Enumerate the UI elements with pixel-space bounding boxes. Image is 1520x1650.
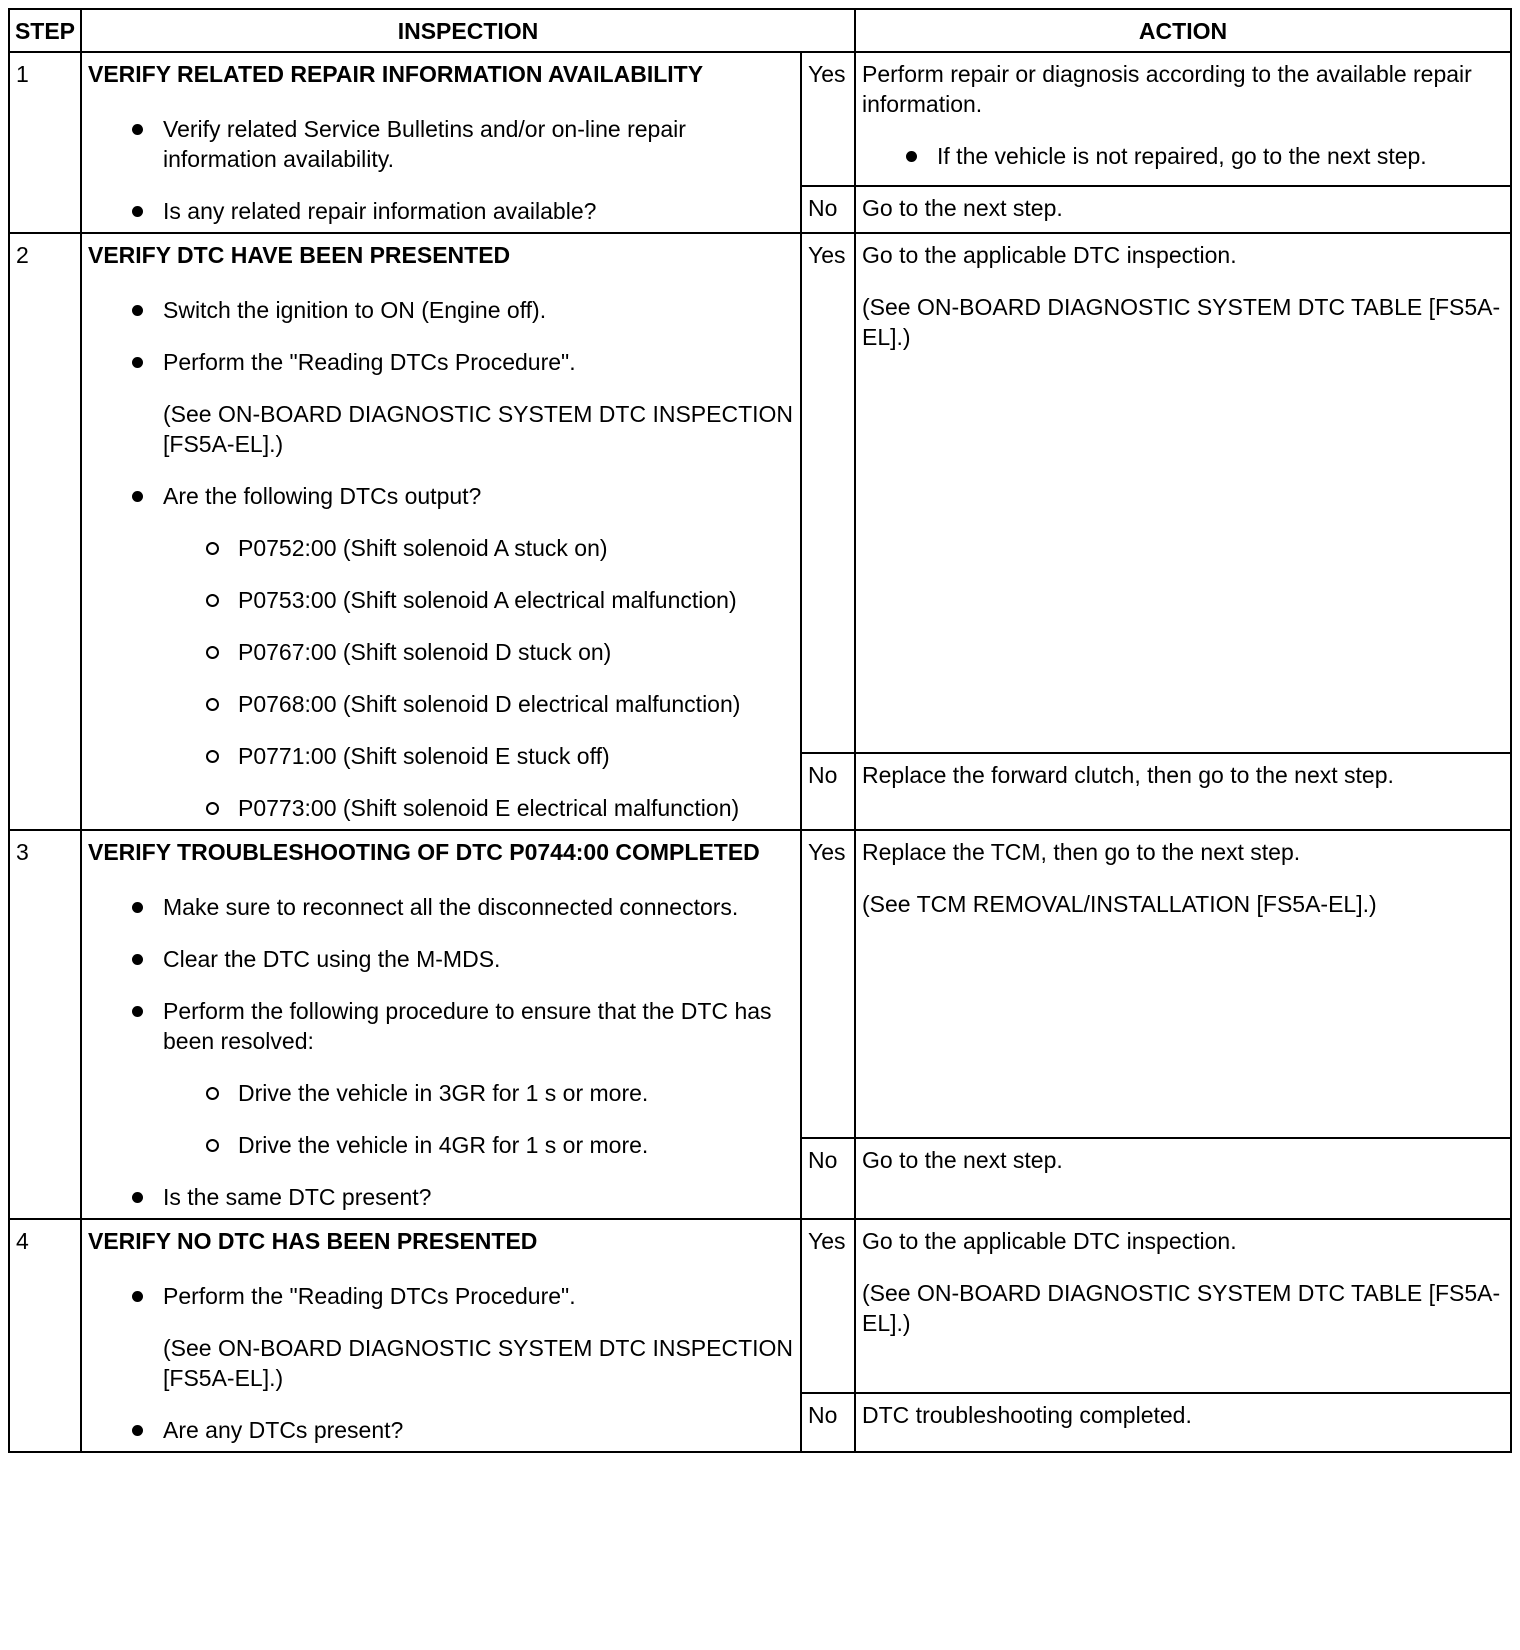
procedure-sub-item: Drive the vehicle in 3GR for 1 s or more. [88, 1078, 794, 1108]
yes-action [855, 1219, 1511, 1393]
step-title: VERIFY RELATED REPAIR INFORMATION AVAILABILITY [88, 61, 704, 87]
inspection-bullet: Perform the following procedure to ensure that the DTC has been resolved: [88, 996, 794, 1056]
no-action: Go to the next step. [855, 1138, 1511, 1219]
yes-label: Yes [801, 233, 855, 753]
inspection-bullet: Clear the DTC using the M-MDS. [88, 944, 794, 974]
yes-action [855, 52, 1511, 186]
no-action: Replace the forward clutch, then go to the next step. [855, 753, 1511, 830]
yes-label: Yes [801, 52, 855, 186]
yes-label: Yes [801, 1219, 855, 1393]
dtc-sub-item: P0771:00 (Shift solenoid E stuck off) [88, 741, 794, 771]
step-title: VERIFY DTC HAVE BEEN PRESENTED [88, 242, 511, 268]
action-text: Go to the applicable DTC inspection. [862, 242, 1237, 268]
no-action: DTC troubleshooting completed. [855, 1393, 1511, 1452]
inspection-bullet: Are any DTCs present? [88, 1415, 794, 1445]
step-4-yes-row [9, 1219, 1511, 1393]
step-title: VERIFY NO DTC HAS BEEN PRESENTED [88, 1228, 538, 1254]
no-label: No [801, 1393, 855, 1452]
step-number: 2 [9, 233, 81, 830]
header-row [9, 9, 1511, 52]
yes-action [855, 233, 1511, 753]
action-text: Perform repair or diagnosis according to the available repair information. [862, 61, 1472, 117]
action-bullet: If the vehicle is not repaired, go to the next step. [862, 141, 1504, 171]
action-text: Replace the TCM, then go to the next step. [862, 839, 1301, 865]
dtc-sub-item: P0767:00 (Shift solenoid D stuck on) [88, 637, 794, 667]
dtc-sub-item: P0768:00 (Shift solenoid D electrical malfunction) [88, 689, 794, 719]
action-text: Go to the applicable DTC inspection. [862, 1228, 1237, 1254]
no-label: No [801, 1138, 855, 1219]
inspection-bullet: Perform the "Reading DTCs Procedure". [88, 347, 794, 377]
inspection-bullet: Make sure to reconnect all the disconnected connectors. [88, 892, 794, 922]
step-2-inspection [81, 233, 801, 830]
reference-note: (See ON-BOARD DIAGNOSTIC SYSTEM DTC INSPECTION [FS5A-EL].) [163, 1335, 794, 1391]
inspection-bullet: Is any related repair information available? [88, 196, 794, 226]
action-reference: (See ON-BOARD DIAGNOSTIC SYSTEM DTC TABLE [FS5A-EL].) [862, 294, 1501, 350]
step-title: VERIFY TROUBLESHOOTING OF DTC P0744:00 COMPLETED [88, 839, 760, 865]
no-label: No [801, 186, 855, 233]
no-label: No [801, 753, 855, 830]
inspection-bullet: Perform the "Reading DTCs Procedure". [88, 1281, 794, 1311]
procedure-sub-item: Drive the vehicle in 4GR for 1 s or more. [88, 1130, 794, 1160]
dtc-sub-item: P0773:00 (Shift solenoid E electrical malfunction) [88, 793, 794, 823]
inspection-bullet: Is the same DTC present? [88, 1182, 794, 1212]
inspection-header: INSPECTION [81, 9, 855, 52]
dtc-sub-item: P0753:00 (Shift solenoid A electrical malfunction) [88, 585, 794, 615]
step-header: STEP [9, 9, 81, 52]
step-number: 4 [9, 1219, 81, 1452]
yes-label: Yes [801, 830, 855, 1138]
inspection-bullet: Switch the ignition to ON (Engine off). [88, 295, 794, 325]
action-header: ACTION [855, 9, 1511, 52]
step-1-yes-row [9, 52, 1511, 186]
no-action: Go to the next step. [855, 186, 1511, 233]
step-1-inspection [81, 52, 801, 233]
inspection-bullet: Are the following DTCs output? [88, 481, 794, 511]
action-reference: (See ON-BOARD DIAGNOSTIC SYSTEM DTC TABLE [FS5A-EL].) [862, 1280, 1501, 1336]
action-reference: (See TCM REMOVAL/INSTALLATION [FS5A-EL].) [862, 891, 1377, 917]
step-4-inspection [81, 1219, 801, 1452]
step-3-inspection [81, 830, 801, 1219]
step-number: 1 [9, 52, 81, 233]
yes-action [855, 830, 1511, 1138]
troubleshooting-table [8, 8, 1512, 1453]
reference-note: (See ON-BOARD DIAGNOSTIC SYSTEM DTC INSPECTION [FS5A-EL].) [163, 401, 794, 457]
step-3-yes-row [9, 830, 1511, 1138]
dtc-sub-item: P0752:00 (Shift solenoid A stuck on) [88, 533, 794, 563]
inspection-bullet: Verify related Service Bulletins and/or on-line repair information availability. [88, 114, 794, 174]
step-2-yes-row [9, 233, 1511, 753]
step-number: 3 [9, 830, 81, 1219]
